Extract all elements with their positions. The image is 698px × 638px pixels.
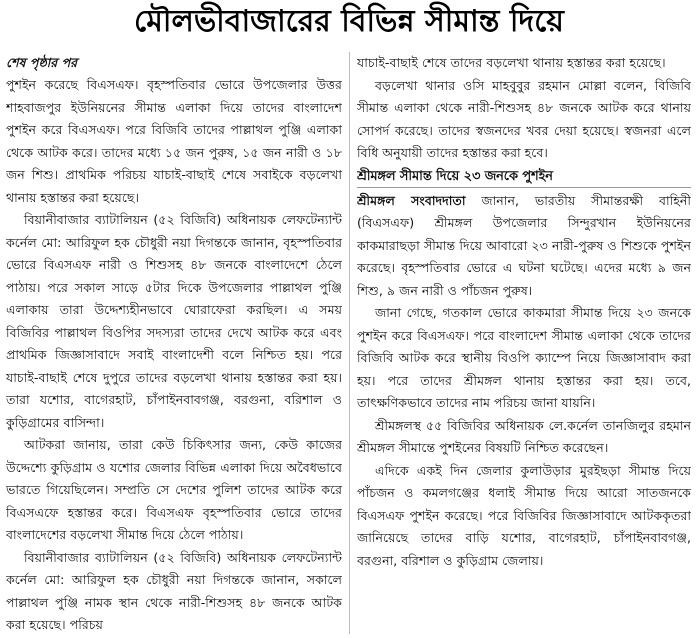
right-paragraph-5: শ্রীমঙ্গলস্থ ৫৫ বিজিবির অধিনায়ক লে.কর্নেল তানজিলুর রহমান শ্রীমঙ্গল সীমান্তে পুশইনের বিষয়টি নিশ্চিত করেছেন। (357, 417, 691, 455)
byline: শ্রীমঙ্গল সংবাদদাতা (357, 192, 466, 208)
right-paragraph-6: এদিকে একই দিন জেলার কুলাউড়ার মুরইছড়া সীমান্ত দিয়ে পাঁচজন ও কমলগঞ্জের ধলাই সীমান্ত দিয়ে আরো সাতজনকে বিএসএফ পুশইন করেছে। পরে বিজিবির জিজ্ঞাসাবাদে আটককৃতরা জানিয়েছে তাদের বাড়ি যশোর, বাগেরহাট, চাঁপাইনবাবগঞ্জ, বরগুনা, বরিশাল ও কুড়িগ্রাম জেলায়। (357, 462, 691, 568)
sub-headline: শ্রীমঙ্গল সীমান্ত দিয়ে ২৩ জনকে পুশইন (357, 167, 691, 188)
right-paragraph-3 (357, 190, 691, 303)
left-paragraph-2: বিয়ানীবাজার ব্যাটালিয়ন (৫২ বিজিবি) অধিনায়ক লেফটেন্যান্ট কর্নেল মো: আরিফুল হক চৌধুরী নয়া দিগন্তকে জানান, বৃহস্পতিবার ভোরে বিএসএফ নারী ও শিশুসহ ৪৮ জনকে বাংলাদেশে ঠেলে পাঠায়। পরে সকাল সাড়ে ৫টার দিকে উপজেলার পাল্লাথল পুঞ্জি এলাকায় তারা উদ্দেশ্যহীনভাবে ঘোরাফেরা করছিল। এ সময় বিজিবির পাল্লাথল বিওপির সদস্যরা তাদের দেখে আটক করে এবং প্রাথমিক জিজ্ঞাসাবাদে সবাই বাংলাদেশী বলে নিশ্চিত হয়। পরে যাচাই-বাছাই শেষে দুপুরে তাদের বড়লেখা থানায় হস্তান্তর করা হয়। তারা যশোর, বাগেরহাট, চাঁপাইনবাবগঞ্জ, বরগুনা, বরিশাল ও কুড়িগ্রামের বাসিন্দা। (6, 212, 342, 430)
right-column (357, 52, 691, 634)
right-paragraph-1: যাচাই-বাছাই শেষে তাদের বড়লেখা থানায় হস্তান্তর করা হয়েছে। (357, 55, 666, 70)
left-paragraph-4: বিয়ানীবাজার ব্যাটালিয়ন (৫২ বিজিবি) অধিনায়ক লেফটেন্যান্ট কর্নেল মো: আরিফুল হক চৌধুরী নয়া দিগন্তকে জানান, সকালে পাল্লাথল পুঞ্জি নামক স্থান থেকে নারী-শিশুসহ ৪৮ জনকে আটক করা হয়েছে। পরিচয় (6, 549, 342, 632)
continued-from-label: শেষ পৃষ্ঠার পর (6, 55, 78, 70)
right-paragraph-3-text: জানান, ভারতীয় সীমান্তরক্ষী বাহিনী (বিএসএফ) শ্রীমঙ্গল উপজেলার সিন্দুরখান ইউনিয়নের কাকমারাছড়া সীমান্ত দিয়ে আবারো ২৩ নারী-পুরুষ ও শিশুকে পুশইন করেছে। বৃহস্পতিবার ভোরে এ ঘটনা ঘটেছে। এদের মধ্যে ৯ জন শিশু, ৯ জন নারী ও পাঁচজন পুরুষ। (357, 192, 691, 298)
left-column (6, 52, 342, 634)
left-paragraph-1: পুশইন করেছে বিএসএফ। বৃহস্পতিবার ভোরে উপজেলার উত্তর শাহবাজপুর ইউনিয়নের সীমান্ত এলাকা দিয়ে তাদের বাংলাদেশ পুশইন করে বিএসএফ। পরে বিজিবি তাদের পাল্লাথল পুঞ্জি এলাকা থেকে আটক করে। তাদের মধ্যে ১৫ জন পুরুষ, ১৫ জন নারী ও ১৮ জন শিশু। প্রাথমিক পরিচয় যাচাই-বাছাই শেষে সবাইকে বড়লেখা থানায় হস্তান্তর করা হয়েছে। (6, 77, 342, 205)
left-paragraph-3: আটকরা জানায়, তারা কেউ চিকিৎসার জন্য, কেউ কাজের উদ্দেশ্যে কুড়িগ্রাম ও যশোর জেলার বিভিন্ন এলাকা দিয়ে অবৈধভাবে ভারতে গিয়েছিলেন। সম্প্রতি সে দেশের পুলিশ তাদের আটক করে বিএসএফে হস্তান্তর করে। বিএসএফ বৃহস্পতিবার ভোরে তাদের বাংলাদেশের বড়লেখা সীমান্ত দিয়ে ঠেলে পাঠায়। (6, 437, 342, 542)
right-paragraph-2: বড়লেখা থানার ওসি মাহবুবুর রহমান মোল্লা বলেন, বিজিবি সীমান্ত এলাকা থেকে নারী-শিশুসহ ৪৮ জনকে আটক করে থানায় সোপর্দ করেছে। তাদের স্বজনদের খবর দেয়া হয়েছে। স্বজনরা এলে বিধি অনুযায়ী তাদের হস্তান্তর করা হবে। (357, 77, 691, 160)
column-divider (349, 52, 350, 634)
headline: মৌলভীবাজারের বিভিন্ন সীমান্ত দিয়ে (134, 4, 564, 39)
right-paragraph-4: জানা গেছে, গতকাল ভোরে কাকমারা সীমান্ত দিয়ে ২৩ জনকে পুশইন করে বিএসএফ। পরে বাংলাদেশ সীমান্ত এলাকা থেকে তাদের বিজিবি আটক করে স্থানীয় বিওপি ক্যাম্পে নিয়ে জিজ্ঞাসাবাদ করা হয়। পরে তাদের শ্রীমঙ্গল থানায় হস্তান্তর করা হয়। তবে, তাৎক্ষণিকভাবে তাদের নাম পরিচয় জানা যায়নি। (357, 305, 691, 410)
